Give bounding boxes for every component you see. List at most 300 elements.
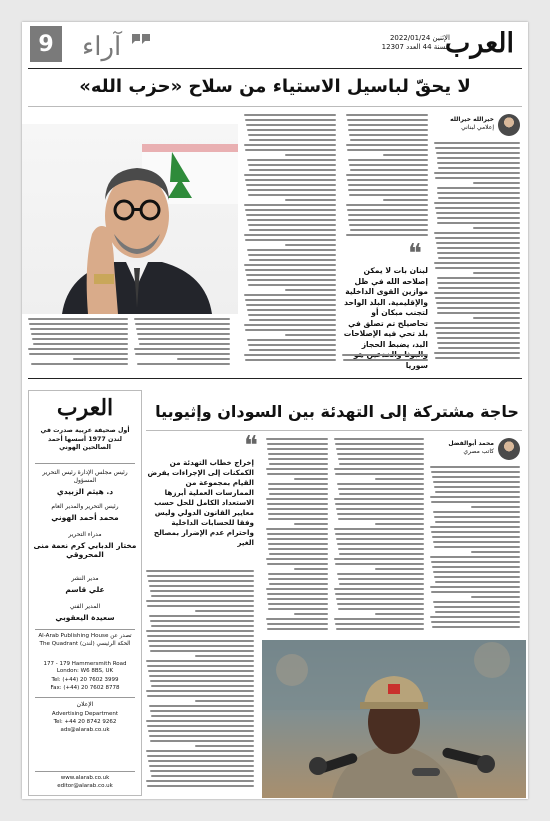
text-line bbox=[433, 571, 520, 573]
text-line bbox=[245, 149, 336, 151]
text-line bbox=[268, 518, 328, 520]
text-line bbox=[437, 157, 520, 159]
article1-headline: لا يحقّ لباسيل الاستياء من سلاح «حزب الله» bbox=[79, 76, 471, 97]
text-line bbox=[146, 630, 254, 632]
ads-department: Advertising Department bbox=[51, 711, 119, 717]
text-line bbox=[435, 611, 521, 613]
text-line bbox=[430, 466, 520, 468]
text-line bbox=[336, 628, 424, 630]
text-line bbox=[268, 453, 328, 455]
text-line bbox=[244, 144, 336, 146]
text-line bbox=[435, 581, 521, 583]
text-line bbox=[247, 249, 336, 251]
text-line bbox=[375, 568, 425, 570]
text-line bbox=[430, 556, 520, 558]
text-line bbox=[437, 307, 520, 309]
info-box-founded: أول صحيفة عربية صدرت في لندن 1977 أسسها أحمد الصالحين الهوني bbox=[40, 427, 130, 451]
text-line bbox=[434, 142, 520, 144]
text-line bbox=[245, 209, 336, 211]
text-line bbox=[245, 299, 336, 301]
person-with-microphones-illustration bbox=[262, 640, 526, 798]
text-line bbox=[269, 583, 328, 585]
text-line bbox=[267, 563, 328, 565]
text-line bbox=[473, 272, 520, 274]
text-line bbox=[137, 333, 230, 335]
art-director-name: سعيدة اليعقوبي bbox=[55, 613, 115, 622]
text-line bbox=[339, 583, 425, 585]
text-line bbox=[177, 358, 230, 360]
text-line bbox=[349, 134, 428, 136]
author1-avatar bbox=[498, 114, 520, 136]
text-line bbox=[151, 625, 254, 627]
text-line bbox=[438, 257, 520, 259]
text-line bbox=[334, 528, 424, 530]
text-line bbox=[434, 172, 520, 174]
text-line bbox=[146, 570, 254, 572]
art-director-label: المدير الفني bbox=[69, 603, 101, 610]
issue-date: الإثنين 2022/01/24 bbox=[389, 34, 450, 42]
text-line bbox=[435, 327, 520, 329]
text-line bbox=[267, 503, 328, 505]
text-line bbox=[336, 538, 424, 540]
article1-column-3 bbox=[244, 114, 336, 368]
text-line bbox=[146, 750, 254, 752]
text-line bbox=[148, 640, 254, 642]
editor-email-link[interactable]: editor@alarab.co.uk bbox=[57, 783, 113, 789]
board-chair-label: رئيس مجلس الإدارة رئيس التحرير المسؤول bbox=[42, 469, 128, 484]
article1-pull-quote: لبنان بات لا يمكن إصلاحه الله في ظل موازين القوى الداخلية والإقليمية. البلد الواحد لتجنب مبكان أو تحاصيلح تم تصلق في بلد تحي فيه الإصلاحات البد، يضبط الحجاز سوريا bbox=[343, 266, 428, 370]
text-line bbox=[244, 114, 336, 116]
text-line bbox=[268, 488, 328, 490]
text-line bbox=[245, 239, 336, 241]
text-line bbox=[436, 152, 520, 154]
text-line bbox=[346, 234, 428, 236]
text-line bbox=[244, 264, 336, 266]
text-line bbox=[249, 259, 336, 261]
text-line bbox=[148, 580, 254, 582]
text-line bbox=[337, 453, 424, 455]
text-line bbox=[383, 199, 428, 201]
text-line bbox=[346, 174, 428, 176]
text-line bbox=[268, 578, 328, 580]
text-line bbox=[436, 332, 520, 334]
text-line bbox=[438, 197, 520, 199]
text-line bbox=[28, 318, 128, 320]
text-line bbox=[248, 224, 336, 226]
text-line bbox=[437, 247, 520, 249]
article2-headline: حاجة مشتركة إلى التهدئة بين السودان وإثيوبيا bbox=[155, 402, 519, 421]
text-line bbox=[473, 182, 520, 184]
text-line bbox=[432, 536, 520, 538]
text-line bbox=[337, 513, 424, 515]
text-line bbox=[247, 339, 336, 341]
text-line bbox=[149, 765, 254, 767]
text-line bbox=[267, 533, 328, 535]
text-line bbox=[151, 685, 254, 687]
text-line bbox=[347, 119, 428, 121]
text-line bbox=[430, 586, 520, 588]
text-line bbox=[285, 289, 336, 291]
text-line bbox=[148, 730, 254, 732]
text-line bbox=[246, 124, 336, 126]
text-line bbox=[430, 526, 520, 528]
text-line bbox=[267, 598, 328, 600]
text-line bbox=[147, 785, 254, 787]
text-line bbox=[339, 493, 425, 495]
text-line bbox=[267, 628, 328, 630]
text-line bbox=[244, 354, 336, 356]
text-line bbox=[249, 169, 336, 171]
text-line bbox=[432, 626, 520, 628]
text-line bbox=[245, 359, 336, 361]
text-line bbox=[267, 623, 328, 625]
text-line bbox=[338, 518, 424, 520]
text-line bbox=[267, 593, 328, 595]
text-line bbox=[269, 463, 328, 465]
text-line bbox=[335, 443, 424, 445]
text-line bbox=[149, 645, 254, 647]
publisher-address-en: 177 - 179 Hammersmith Road London: W6 8BS, UK bbox=[43, 661, 127, 674]
text-line bbox=[195, 610, 254, 612]
section-rule bbox=[28, 378, 522, 379]
text-line bbox=[33, 343, 128, 345]
text-line bbox=[334, 498, 424, 500]
text-line bbox=[473, 227, 520, 229]
text-line bbox=[375, 613, 425, 615]
header-rule bbox=[28, 68, 522, 69]
text-line bbox=[195, 700, 254, 702]
article2-rule bbox=[146, 430, 522, 431]
text-line bbox=[349, 164, 428, 166]
text-line bbox=[294, 523, 328, 525]
text-line bbox=[266, 588, 328, 590]
text-line bbox=[338, 548, 424, 550]
text-line bbox=[433, 511, 520, 513]
text-line bbox=[335, 533, 424, 535]
text-line bbox=[336, 448, 424, 450]
text-line bbox=[431, 501, 520, 503]
text-line bbox=[343, 359, 428, 361]
text-line bbox=[336, 598, 424, 600]
info-box-sep-4 bbox=[35, 771, 135, 772]
text-line bbox=[248, 314, 336, 316]
text-line bbox=[31, 333, 128, 335]
text-line bbox=[285, 154, 336, 156]
author2-role: كاتب مصري bbox=[463, 448, 494, 455]
text-line bbox=[247, 279, 336, 281]
text-line bbox=[248, 134, 336, 136]
text-line bbox=[248, 284, 336, 286]
text-line bbox=[245, 269, 336, 271]
text-line bbox=[436, 212, 520, 214]
text-line bbox=[337, 483, 424, 485]
text-line bbox=[336, 508, 424, 510]
text-line bbox=[151, 715, 254, 717]
text-line bbox=[335, 503, 424, 505]
ads-label: الإعلان bbox=[76, 701, 94, 708]
text-line bbox=[266, 618, 328, 620]
text-line bbox=[147, 605, 254, 607]
text-line bbox=[147, 575, 254, 577]
text-line bbox=[146, 720, 254, 722]
text-line bbox=[435, 267, 520, 269]
text-line bbox=[266, 438, 328, 440]
managing-editors-label: مدراء التحرير bbox=[68, 531, 102, 538]
text-line bbox=[347, 179, 428, 181]
text-line bbox=[294, 568, 328, 570]
editor-chief-name: محمد أحمد الهوني bbox=[51, 513, 119, 522]
article2-photo bbox=[262, 640, 526, 798]
text-line bbox=[147, 635, 254, 637]
text-line bbox=[338, 578, 424, 580]
text-line bbox=[342, 354, 428, 356]
text-line bbox=[375, 478, 425, 480]
text-line bbox=[268, 573, 328, 575]
article1-column-4 bbox=[134, 318, 230, 370]
text-line bbox=[375, 523, 425, 525]
person-with-flag-illustration bbox=[22, 124, 238, 314]
publishing-manager-label: مدير النشر bbox=[71, 575, 99, 582]
text-line bbox=[348, 124, 428, 126]
text-line bbox=[268, 603, 328, 605]
text-line bbox=[246, 184, 336, 186]
text-line bbox=[338, 458, 424, 460]
publisher-fax: Fax: (+44) 20 7602 8778 bbox=[50, 685, 120, 691]
text-line bbox=[267, 538, 328, 540]
text-line bbox=[334, 618, 424, 620]
text-line bbox=[348, 184, 428, 186]
text-line bbox=[434, 232, 520, 234]
text-line bbox=[245, 179, 336, 181]
text-line bbox=[30, 328, 128, 330]
text-line bbox=[438, 347, 520, 349]
text-line bbox=[268, 483, 328, 485]
text-line bbox=[147, 725, 254, 727]
author1-byline bbox=[434, 116, 494, 132]
text-line bbox=[434, 576, 520, 578]
text-line bbox=[249, 319, 336, 321]
text-line bbox=[246, 274, 336, 276]
text-line bbox=[434, 606, 520, 608]
text-line bbox=[438, 167, 520, 169]
text-line bbox=[134, 318, 230, 320]
text-line bbox=[268, 548, 328, 550]
text-line bbox=[267, 473, 328, 475]
text-line bbox=[435, 491, 521, 493]
text-line bbox=[151, 595, 254, 597]
text-line bbox=[434, 546, 520, 548]
text-line bbox=[266, 468, 328, 470]
info-box-sep-2 bbox=[35, 629, 135, 630]
text-line bbox=[434, 262, 520, 264]
text-line bbox=[435, 521, 521, 523]
page-number-badge: 9 bbox=[30, 26, 62, 62]
text-line bbox=[294, 478, 328, 480]
text-line bbox=[346, 114, 428, 116]
text-line bbox=[337, 603, 424, 605]
text-line bbox=[347, 149, 428, 151]
text-line bbox=[346, 144, 428, 146]
text-line bbox=[247, 219, 336, 221]
text-line bbox=[150, 740, 254, 742]
text-line bbox=[247, 129, 336, 131]
text-line bbox=[269, 493, 328, 495]
info-box-logo: العرب bbox=[56, 395, 114, 421]
text-line bbox=[245, 119, 336, 121]
info-box-sep-3 bbox=[35, 697, 135, 698]
text-line bbox=[249, 349, 336, 351]
text-line bbox=[437, 222, 520, 224]
issue-number: السنة 44 العدد 12307 bbox=[381, 43, 450, 51]
article1-rule bbox=[28, 106, 522, 107]
text-line bbox=[149, 705, 254, 707]
article2-column-1 bbox=[430, 466, 520, 634]
text-line bbox=[334, 588, 424, 590]
text-line bbox=[268, 513, 328, 515]
text-line bbox=[434, 486, 520, 488]
text-line bbox=[339, 553, 425, 555]
text-line bbox=[431, 561, 520, 563]
website-link[interactable]: www.alarab.co.uk bbox=[60, 775, 110, 781]
text-line bbox=[434, 202, 520, 204]
text-line bbox=[471, 551, 521, 553]
text-line bbox=[438, 287, 520, 289]
text-line bbox=[435, 357, 520, 359]
text-line bbox=[337, 573, 424, 575]
text-line bbox=[244, 204, 336, 206]
text-line bbox=[437, 162, 520, 164]
text-line bbox=[335, 473, 424, 475]
text-line bbox=[348, 129, 428, 131]
author2-byline bbox=[434, 440, 494, 456]
text-line bbox=[437, 217, 520, 219]
article2-column-3 bbox=[266, 438, 328, 634]
text-line bbox=[147, 755, 254, 757]
text-line bbox=[136, 328, 230, 330]
text-line bbox=[437, 187, 520, 189]
text-line bbox=[334, 468, 424, 470]
text-line bbox=[266, 528, 328, 530]
section-title: آراء bbox=[82, 32, 122, 62]
text-line bbox=[335, 623, 424, 625]
text-line bbox=[248, 164, 336, 166]
text-line bbox=[435, 237, 520, 239]
text-line bbox=[350, 169, 428, 171]
text-line bbox=[247, 189, 336, 191]
newspaper-page bbox=[22, 22, 528, 799]
info-box-sep-1 bbox=[35, 463, 135, 464]
text-line bbox=[285, 199, 336, 201]
text-line bbox=[437, 282, 520, 284]
text-line bbox=[348, 214, 428, 216]
text-line bbox=[150, 710, 254, 712]
text-line bbox=[267, 448, 328, 450]
ads-tel: Tel: +44 20 8742 9262 bbox=[53, 719, 117, 725]
text-line bbox=[247, 309, 336, 311]
text-line bbox=[249, 139, 336, 141]
publisher-tel: Tel: (+44) 20 7602 3999 bbox=[51, 677, 119, 683]
text-line bbox=[148, 670, 254, 672]
text-line bbox=[244, 294, 336, 296]
text-line bbox=[245, 329, 336, 331]
text-line bbox=[437, 277, 520, 279]
text-line bbox=[138, 338, 230, 340]
text-line bbox=[431, 471, 520, 473]
text-line bbox=[348, 189, 428, 191]
text-line bbox=[135, 323, 230, 325]
text-line bbox=[151, 775, 254, 777]
text-line bbox=[430, 496, 520, 498]
text-line bbox=[244, 324, 336, 326]
text-line bbox=[437, 342, 520, 344]
text-line bbox=[335, 593, 424, 595]
text-line bbox=[335, 563, 424, 565]
text-line bbox=[268, 543, 328, 545]
text-line bbox=[267, 443, 328, 445]
article2-column-4 bbox=[146, 570, 254, 794]
text-line bbox=[349, 224, 428, 226]
article1-column-2b bbox=[342, 354, 428, 368]
text-line bbox=[433, 541, 520, 543]
text-line bbox=[32, 338, 128, 340]
text-line bbox=[29, 323, 128, 325]
text-line bbox=[346, 204, 428, 206]
speech-bubble-icon bbox=[130, 32, 152, 48]
article1-column-5 bbox=[28, 318, 128, 370]
text-line bbox=[433, 601, 520, 603]
board-chair-name: د. هيثم الزبيدي bbox=[56, 487, 114, 496]
text-line bbox=[338, 488, 424, 490]
text-line bbox=[471, 596, 521, 598]
text-line bbox=[147, 695, 254, 697]
text-line bbox=[249, 229, 336, 231]
text-line bbox=[349, 194, 428, 196]
publishing-manager-name: علي قاسم bbox=[65, 585, 105, 594]
text-line bbox=[434, 352, 520, 354]
text-line bbox=[28, 348, 128, 350]
text-line bbox=[149, 675, 254, 677]
article1-photo bbox=[22, 124, 238, 314]
text-line bbox=[435, 147, 520, 149]
text-line bbox=[350, 139, 428, 141]
text-line bbox=[139, 343, 230, 345]
text-line bbox=[347, 209, 428, 211]
text-line bbox=[248, 254, 336, 256]
article1-column-1 bbox=[434, 142, 520, 362]
text-line bbox=[348, 219, 428, 221]
text-line bbox=[150, 770, 254, 772]
text-line bbox=[150, 680, 254, 682]
author1-name: خيرالله خيرالله bbox=[450, 116, 494, 123]
text-line bbox=[431, 591, 520, 593]
text-line bbox=[267, 508, 328, 510]
text-line bbox=[150, 650, 254, 652]
editor-chief-label: رئيس التحرير والمدير العام bbox=[51, 503, 119, 510]
text-line bbox=[268, 608, 328, 610]
text-line bbox=[437, 192, 520, 194]
text-line bbox=[339, 463, 425, 465]
text-line bbox=[334, 558, 424, 560]
text-line bbox=[73, 358, 128, 360]
author2-name: محمد أبوالفضل bbox=[448, 440, 494, 447]
text-line bbox=[146, 660, 254, 662]
text-line bbox=[338, 608, 424, 610]
text-line bbox=[147, 665, 254, 667]
text-line bbox=[473, 317, 520, 319]
text-line bbox=[244, 174, 336, 176]
text-line bbox=[248, 344, 336, 346]
text-line bbox=[31, 363, 128, 365]
